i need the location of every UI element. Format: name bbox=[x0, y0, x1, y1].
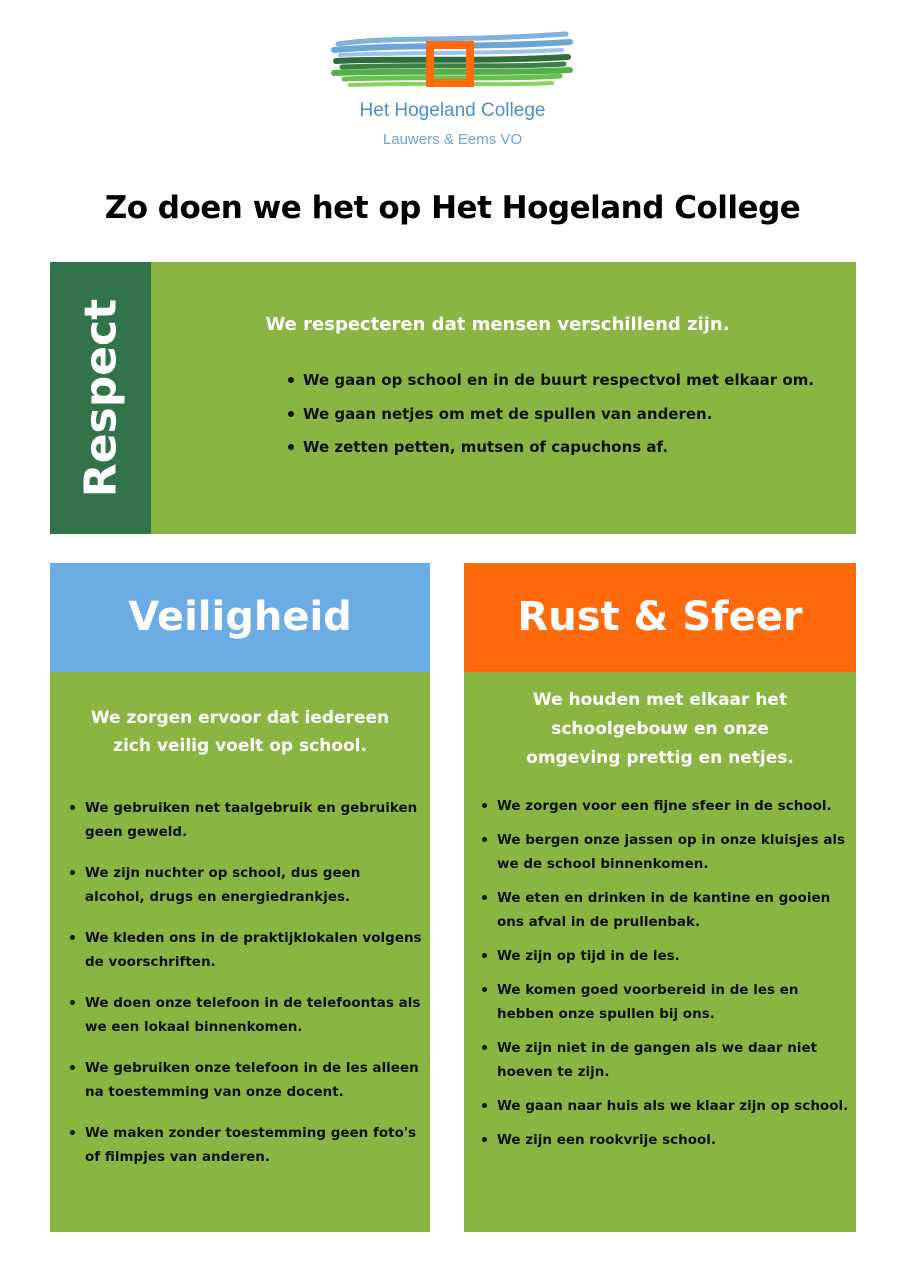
list-item: We doen onze telefoon in de telefoontas als we een lokaal binnenkomen. bbox=[67, 991, 422, 1039]
list-item: We gebruiken net taalgebruik en gebruiken geen geweld. bbox=[67, 796, 422, 844]
respect-heading: We respecteren dat mensen verschillend zijn. bbox=[265, 314, 730, 335]
list-item: We gebruiken onze telefoon in de les alleen na toestemming van onze docent. bbox=[67, 1056, 422, 1104]
list-item: We komen goed voorbereid in de les en hebben onze spullen bij ons. bbox=[479, 978, 854, 1026]
page-title: Zo doen we het op Het Hogeland College bbox=[104, 190, 801, 226]
rust-sfeer-panel bbox=[464, 672, 856, 1232]
respect-panel bbox=[50, 262, 856, 534]
list-item: We zijn op tijd in de les. bbox=[479, 944, 854, 968]
school-logo bbox=[330, 28, 575, 158]
veiligheid-panel bbox=[50, 672, 430, 1232]
respect-label: Respect bbox=[75, 298, 126, 498]
rust-sfeer-list bbox=[479, 794, 854, 1162]
rust-sfeer-header bbox=[464, 563, 856, 672]
list-item: We zijn een rookvrije school. bbox=[479, 1128, 854, 1152]
veiligheid-header bbox=[50, 563, 430, 672]
list-item: We eten en drinken in de kantine en gooien ons afval in de prullenbak. bbox=[479, 886, 854, 934]
logo-subtitle: Lauwers & Eems VO bbox=[382, 131, 523, 148]
logo-name: Het Hogeland College bbox=[359, 100, 546, 121]
list-item: We zijn nuchter op school, dus geen alcohol, drugs en energiedrankjes. bbox=[67, 861, 422, 909]
list-item: We zijn niet in de gangen als we daar niet hoeven te zijn. bbox=[479, 1036, 854, 1084]
veiligheid-heading: We zorgen ervoor dat iedereen zich veilig voelt op school. bbox=[90, 708, 390, 756]
list-item: We maken zonder toestemming geen foto's of filmpjes van anderen. bbox=[67, 1121, 422, 1169]
list-item: We bergen onze jassen op in onze kluisjes als we de school binnenkomen. bbox=[479, 828, 854, 876]
list-item: We zetten petten, mutsen of capuchons af. bbox=[285, 437, 855, 457]
rust-sfeer-heading: We houden met elkaar het schoolgebouw en onze omgeving prettig en netjes. bbox=[526, 690, 794, 768]
respect-side-bar bbox=[50, 262, 151, 534]
list-item: We kleden ons in de praktijklokalen volgens de voorschriften. bbox=[67, 926, 422, 974]
list-item: We gaan netjes om met de spullen van anderen. bbox=[285, 404, 855, 424]
list-item: We zorgen voor een fijne sfeer in de school. bbox=[479, 794, 854, 818]
list-item: We gaan op school en in de buurt respectvol met elkaar om. bbox=[285, 370, 855, 390]
respect-list bbox=[285, 370, 855, 471]
veiligheid-label: Veiligheid bbox=[128, 594, 352, 640]
veiligheid-list bbox=[67, 796, 422, 1186]
logo-mark-icon bbox=[330, 28, 575, 96]
rust-sfeer-label: Rust & Sfeer bbox=[517, 594, 803, 640]
list-item: We gaan naar huis als we klaar zijn op school. bbox=[479, 1094, 854, 1118]
